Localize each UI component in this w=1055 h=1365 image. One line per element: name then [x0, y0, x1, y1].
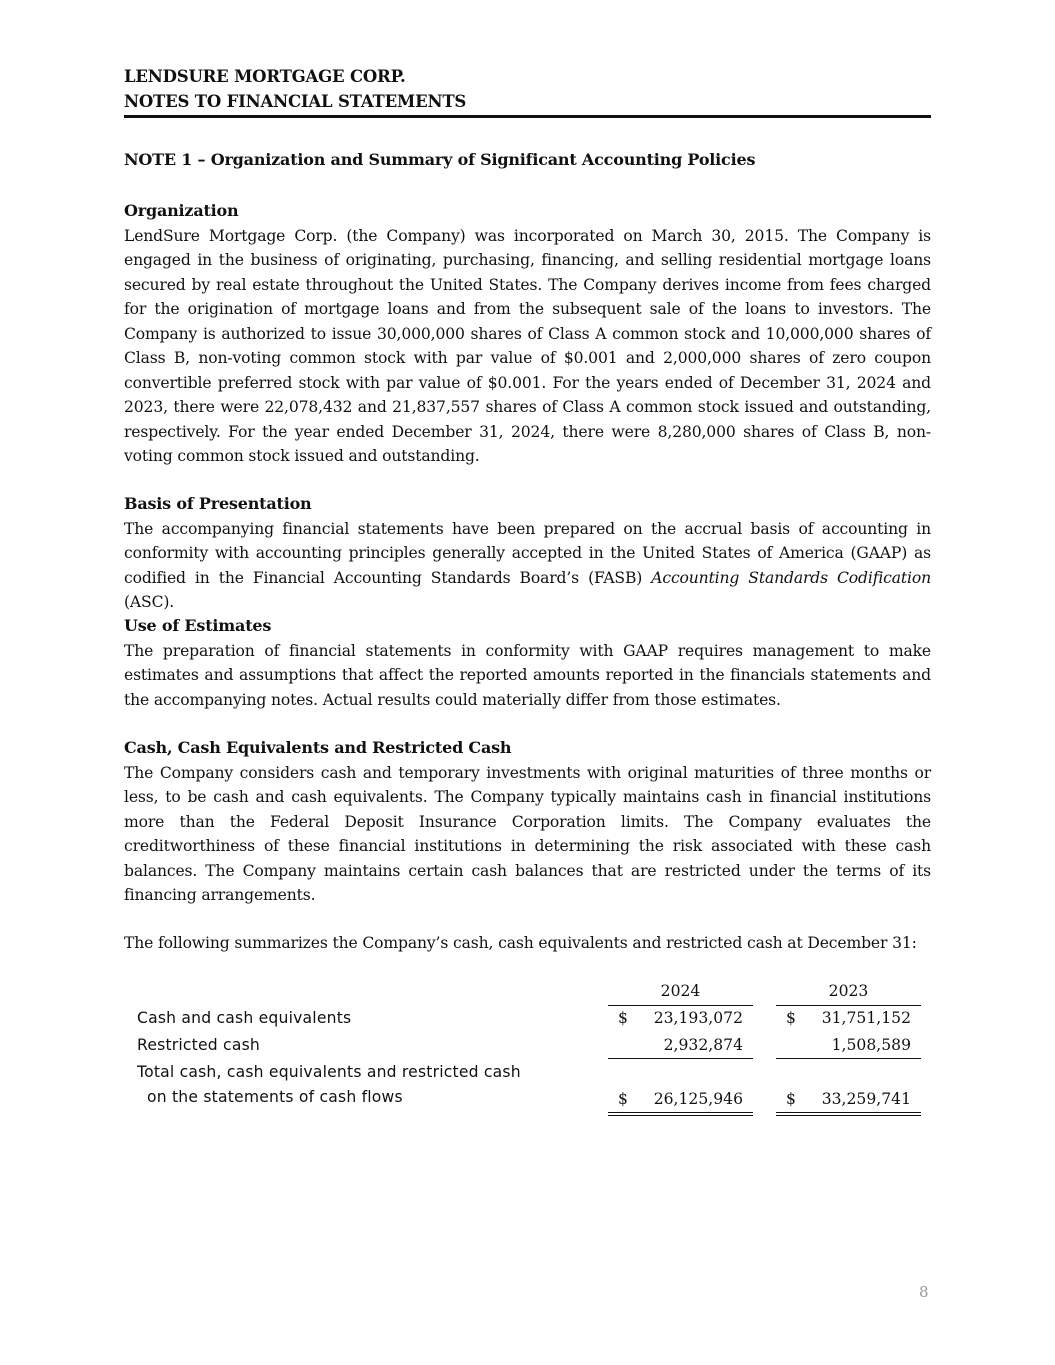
basis-heading: Basis of Presentation: [124, 494, 312, 513]
table-cell-value: 1,508,589: [831, 1036, 911, 1054]
page-header: [124, 64, 931, 114]
total-double-rule-2024: [608, 1112, 753, 1116]
cash-heading: Cash, Cash Equivalents and Restricted Cash: [124, 738, 512, 757]
table-row-label: Total cash, cash equivalents and restricted cash: [137, 1063, 521, 1081]
organization-section: [124, 199, 931, 469]
currency-symbol: $: [786, 1009, 796, 1027]
company-name: LENDSURE MORTGAGE CORP.: [124, 67, 406, 86]
table-row-label: Cash and cash equivalents: [137, 1009, 352, 1027]
page-number: 8: [919, 1283, 929, 1301]
organization-heading: Organization: [124, 201, 239, 220]
document-title: NOTES TO FINANCIAL STATEMENTS: [124, 92, 467, 111]
subtotal-rule-2024: [608, 1058, 753, 1059]
table-cell-value: 23,193,072: [653, 1009, 743, 1027]
year-header-2024: 2024: [660, 982, 701, 1000]
estimates-heading: Use of Estimates: [124, 616, 272, 635]
estimates-section: [124, 614, 931, 712]
table-cell-value: 33,259,741: [821, 1090, 911, 1108]
asc-italic: Accounting Standards Codification: [651, 568, 931, 587]
currency-symbol: $: [618, 1009, 628, 1027]
cash-section: [124, 736, 931, 908]
year-underline-2023: [776, 1005, 921, 1006]
table-cell-value: 2,932,874: [663, 1036, 743, 1054]
cash-body: The Company considers cash and temporary investments with original maturities of three months or less, to be cash and cash equivalents. The Company typically maintains cash in financial institutions more than the Federal Deposit Insurance Corporation limits. The Company evaluates the creditworthiness of these financial institutions in determining the risk associated with these cash balances. The Company maintains certain cash balances that are restricted under the terms of its financing arrangements.: [124, 763, 931, 904]
currency-symbol: $: [618, 1090, 628, 1108]
basis-section: [124, 492, 931, 615]
table-cell-value: 26,125,946: [653, 1090, 743, 1108]
year-header-2023: 2023: [828, 982, 869, 1000]
organization-body: LendSure Mortgage Corp. (the Company) was incorporated on March 30, 2015. The Company is engaged in the business of originating, purchasing, financing, and selling residential mortgage loans secured by real estate throughout the United States. The Company derives income from fees charged for the origination of mortgage loans and from the subsequent sale of the loans to investors. The Company is authorized to issue 30,000,000 shares of Class A common stock and 10,000,000 shares of Class B, non-voting common stock with par value of $0.001 and 2,000,000 shares of zero coupon convertible preferred stock with par value of $0.001. For the years ended of December 31, 2024 and 2023, there were 22,078,432 and 21,837,557 shares of Class A common stock issued and outstanding, respectively. For the year ended December 31, 2024, there were 8,280,000 shares of Class B, non-voting common stock issued and outstanding.: [124, 226, 931, 465]
note-title: NOTE 1 – Organization and Summary of Significant Accounting Policies: [124, 150, 756, 169]
total-double-rule-2023: [776, 1112, 921, 1116]
year-underline-2024: [608, 1005, 753, 1006]
estimates-body: The preparation of financial statements in conformity with GAAP requires management to make estimates and assumptions that affect the reported amounts reported in the financials statements and the accompanying notes. Actual results could materially differ from those estimates.: [124, 641, 931, 709]
currency-symbol: $: [786, 1090, 796, 1108]
summary-line: The following summarizes the Company’s cash, cash equivalents and restricted cash at December 31:: [124, 934, 917, 952]
table-row-label: on the statements of cash flows: [147, 1088, 403, 1106]
table-cell-value: 31,751,152: [821, 1009, 911, 1027]
subtotal-rule-2023: [776, 1058, 921, 1059]
header-divider: [124, 115, 931, 118]
table-row-label: Restricted cash: [137, 1036, 260, 1054]
basis-body: The accompanying financial statements have been prepared on the accrual basis of accounting in conformity with accounting principles generally accepted in the United States of America (GAAP) as codified in the Financial Accounting Standards Board’s (FASB) Accounting Standards Codification (ASC).: [124, 519, 931, 611]
